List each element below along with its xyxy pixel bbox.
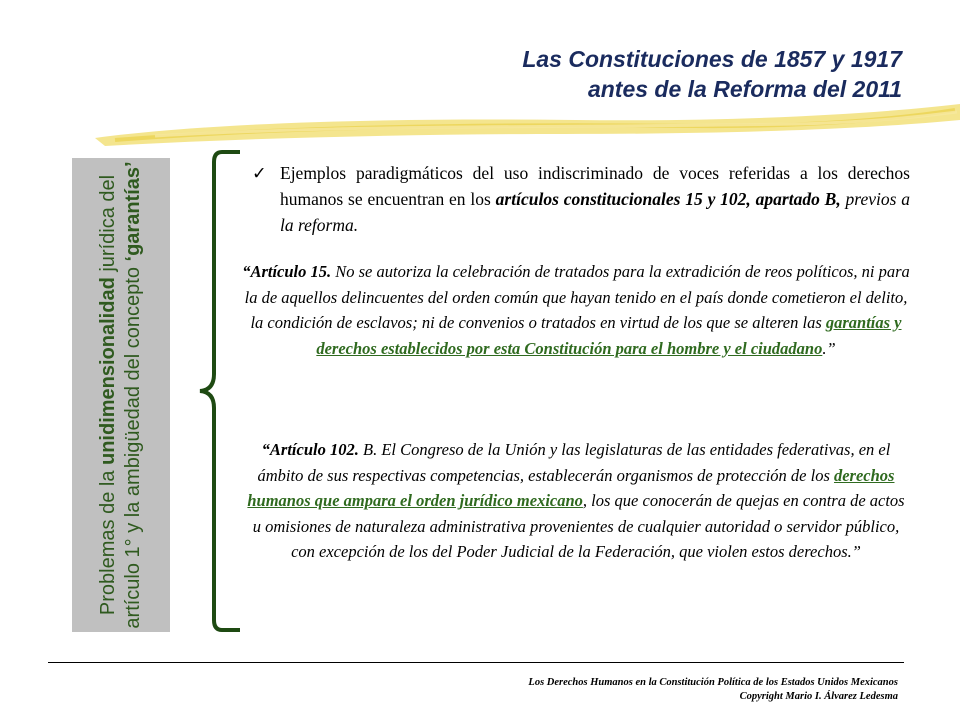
footer-line-1: Los Derechos Humanos en la Constitución Política de los Estados Unidos Mexicanos [528,677,898,688]
bullet-text [280,160,910,238]
article-102-underlined: derechos humanos que ampara el orden jurídico mexicano [247,465,895,510]
sidebar-text-part1: Problemas de la [97,465,119,616]
title-line-2: antes de la Reforma del 2011 [587,76,902,102]
sidebar-panel [72,158,170,632]
slide-title [522,44,902,104]
article-102-text1: B. El Congreso de la Unión y las legislaturas de las entidades federativas, en el ámbito de sus respectivas competencias, establecerán organismos de protección de los [257,440,891,485]
yellow-brush-stroke [95,100,960,150]
checkmark-icon: ✓ [252,163,267,183]
article-15-quote [242,259,910,361]
bullet-paragraph [252,160,910,238]
article-102-quote [242,437,910,565]
article-102-label: “Artículo 102. [261,440,359,459]
title-line-1: Las Constituciones de 1857 y 1917 [522,46,902,72]
footer-divider [48,662,904,663]
footer [528,676,898,704]
sidebar-text-garantias: ‘garantías’ [122,161,144,262]
sidebar-rotated-text [72,158,170,632]
curly-brace [196,148,246,634]
bullet-text-part3: previos a la reforma. [280,189,911,235]
bullet-text-part1: Ejemplos paradigmáticos del uso indiscriminado de voces referidas a los derechos humanos se encuentran en los [280,163,910,209]
sidebar-text-emphasis: unidimensionalidad [97,277,119,465]
footer-line-2: Copyright Mario I. Álvarez Ledesma [739,691,898,702]
bullet-text-emphasis: artículos constitucionales 15 y 102, apartado B, [495,189,841,209]
article-15-underlined: garantías y derechos establecidos por esta Constitución para el hombre y el ciudadano [316,313,902,358]
article-15-label: “Artículo 15. [242,262,332,281]
article-15-end: .” [822,338,836,358]
article-15-text: No se autoriza la celebración de tratados para la extradición de reos políticos, ni para la de aquellos delincuentes del orden común que hayan tenido en el país donde cometieron el delito, la condición de esclavos; ni de convenios o tratados en virtud de los que se alteren las [244,262,910,332]
article-102-text2: , los que conocerán de quejas en contra de actos u omisiones de naturaleza administrativa provenientes de cualquier autoridad o servidor público, con excepción de los del Poder Judicial de la Federación, que violen estos derechos.” [252,491,905,561]
sidebar-text-part3: jurídica del artículo 1° y la ambigüedad del concepto [97,174,144,629]
